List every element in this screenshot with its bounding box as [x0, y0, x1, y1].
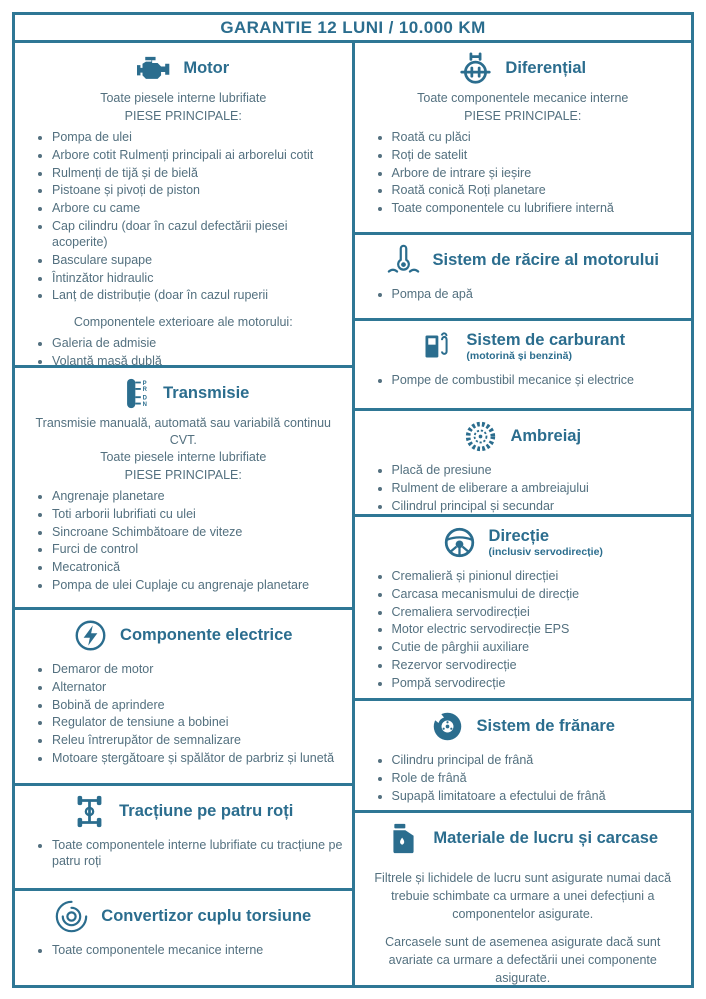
bullet-list [364, 129, 683, 216]
list-item: • Cutie de pârghii auxiliare [392, 639, 683, 655]
intro-line: PIESE PRINCIPALE: [464, 108, 582, 123]
lightning-icon [74, 619, 107, 652]
section-ambreiaj [352, 408, 695, 517]
list-item: • Roți de satelit [392, 147, 683, 163]
svg-text:N: N [142, 401, 148, 408]
list-item: • Pompa de apă [392, 286, 683, 302]
section-title: Sistem de frănare [476, 717, 615, 736]
section-motor [12, 40, 355, 368]
section-subtitle: (inclusiv servodirecție) [488, 546, 603, 559]
intro-line: Toate piesele interne lubrifiate [100, 91, 267, 105]
section-subtitle: (motorină și benzină) [466, 350, 573, 363]
bullet-list [24, 661, 343, 766]
gear-shifter-icon [117, 377, 150, 410]
bullet-list [364, 568, 683, 691]
section-title: Direcție [488, 526, 550, 545]
section-racire [352, 232, 695, 321]
section-title-group [510, 427, 581, 446]
list-item: • Arbore cotit Rulmenți principali ai arborelui cotit [52, 147, 343, 163]
section-title-group [183, 59, 229, 78]
svg-text:D: D [142, 395, 148, 402]
section-diferential [352, 40, 695, 235]
list-item: • Volantă masă dublă [52, 353, 343, 368]
list-item: • Sincroane Schimbătoare de viteze [52, 524, 343, 540]
sub-heading: Componentele exterioare ale motorului: [73, 314, 293, 329]
section-title-group [433, 251, 660, 270]
banner [12, 12, 694, 43]
bullet-list [24, 488, 343, 593]
list-item: • Rulmenți de tijă și de bielă [52, 165, 343, 181]
list-item: • Pistoane și pivoți de piston [52, 182, 343, 198]
intro-line: PIESE PRINCIPALE: [124, 108, 242, 123]
section-header [24, 786, 343, 832]
list-item: • Cremaliera servodirecției [392, 604, 683, 620]
section-title-group [119, 802, 293, 821]
section-title-group [505, 59, 586, 78]
section-header [364, 701, 683, 747]
section-carburant [352, 318, 695, 411]
list-item: • Galeria de admisie [52, 335, 343, 351]
list-item: • Roată conică Roți planetare [392, 182, 683, 198]
section-title: Materiale de lucru și carcase [433, 829, 659, 848]
bullet-list [364, 286, 683, 302]
list-item: • Regulator de tensiune a bobinei [52, 714, 343, 730]
section-title-group [163, 384, 249, 403]
list-item: • Cremalieră și pinionul direcției [392, 568, 683, 584]
section-title-group [489, 527, 603, 559]
steering-wheel-icon [443, 526, 476, 559]
bullet-list [24, 942, 343, 958]
svg-text:R: R [142, 387, 148, 394]
intro-line: Toate piesele interne lubrifiate [100, 450, 267, 464]
list-item: • Supapă limitatoare a efectului de frână [392, 788, 683, 804]
section-header [24, 891, 343, 937]
list-item: • Carcasa mecanismului de direcție [392, 586, 683, 602]
section-title: Diferențial [505, 59, 587, 78]
section-header [364, 235, 683, 281]
note-paragraph: Carcasele sunt de asemenea asigurate dacă sunt avariate ca urmare a defectării unei componente asigurate. [385, 935, 661, 985]
section-header [24, 368, 343, 414]
list-item: • Bobină de aprindere [52, 697, 343, 713]
torque-converter-icon [55, 900, 88, 933]
brake-disc-icon [431, 710, 464, 743]
list-item: • Basculare supape [52, 252, 343, 268]
clutch-icon [464, 420, 497, 453]
left-column [12, 40, 355, 988]
section-title-group [433, 829, 658, 848]
banner-title: GARANTIE 12 LUNI / 10.000 KM [220, 17, 486, 37]
section-title-group [120, 626, 292, 645]
list-item: • Roată cu plăci [392, 129, 683, 145]
section-header [24, 43, 343, 89]
list-item: • Întinzător hidraulic [52, 270, 343, 286]
list-item: • Mecatronică [52, 559, 343, 575]
list-item: • Cilindrul principal și secundar [392, 498, 683, 514]
list-item: • Arbore cu came [52, 200, 343, 216]
list-item: • Demaror de motor [52, 661, 343, 677]
list-item: • Pompa de ulei [52, 129, 343, 145]
awd-icon [73, 795, 106, 828]
section-convertizor [12, 888, 355, 988]
engine-icon [137, 52, 170, 85]
section-header [364, 517, 683, 563]
list-item: • Motor electric servodirecție EPS [392, 621, 683, 637]
list-item: • Alternator [52, 679, 343, 695]
section-directie [352, 514, 695, 701]
section-title-group [101, 907, 311, 926]
bullet-list [364, 372, 683, 388]
section-title: Transmisie [163, 384, 250, 403]
list-item: • Pompă servodirecție [392, 675, 683, 691]
list-item: • Toate componentele cu lubrifiere internă [392, 200, 683, 216]
bullet-list [24, 837, 343, 870]
list-item: • Pompa de ulei Cuplaje cu angrenaje planetare [52, 577, 343, 593]
list-item: • Cilindru principal de frână [392, 752, 683, 768]
list-item: • Role de frână [392, 770, 683, 786]
section-title: Sistem de răcire al motorului [432, 251, 659, 270]
section-materiale [352, 810, 695, 988]
section-header [364, 813, 683, 859]
thermometer-icon [387, 244, 420, 277]
list-item: • Placă de presiune [392, 462, 683, 478]
bullet-list [364, 462, 683, 514]
list-item: • Arbore de intrare și ieșire [392, 165, 683, 181]
list-item: • Motoare ștergătoare și spălător de parbriz și lunetă [52, 750, 343, 766]
list-item: • Rezervor servodirecție [392, 657, 683, 673]
columns [12, 40, 694, 988]
section-header [364, 43, 683, 89]
differential-icon [459, 52, 492, 85]
section-title: Ambreiaj [510, 427, 582, 446]
bullet-list [364, 752, 683, 804]
list-item: • Angrenaje planetare [52, 488, 343, 504]
oil-canister-icon [387, 822, 420, 855]
section-header [364, 411, 683, 457]
list-item: • Furci de control [52, 541, 343, 557]
list-item: • Toate componentele mecanice interne [52, 942, 343, 958]
bullet-list [24, 129, 343, 304]
intro-line: PIESE PRINCIPALE: [124, 467, 242, 482]
section-electrice [12, 607, 355, 786]
section-franare [352, 698, 695, 813]
section-title: Componente electrice [120, 626, 293, 645]
section-title: Convertizor cuplu torsiune [101, 907, 312, 926]
section-title-group [477, 717, 615, 736]
list-item: • Releu întrerupător de semnalizare [52, 732, 343, 748]
note-paragraph: Filtrele și lichidele de lucru sunt asigurate numai dacă trebuie schimbate ca urmare a unei defecțiuni a componentelor asigurate. [374, 871, 672, 921]
section-title: Sistem de carburant [466, 330, 626, 349]
intro-line: Toate componentele mecanice interne [417, 91, 629, 105]
list-item: • Cap cilindru (doar în cazul defectării piesei acoperite) [52, 218, 343, 251]
section-tractiune [12, 783, 355, 891]
list-item: • Pompe de combustibil mecanice și electrice [392, 372, 683, 388]
section-title-group [466, 331, 625, 363]
intro-line: Transmisie manuală, automată sau variabilă continuu CVT. [35, 416, 332, 447]
list-item: • Toti arborii lubrifiati cu ulei [52, 506, 343, 522]
list-item: • Rulment de eliberare a ambreiajului [392, 480, 683, 496]
section-header [364, 321, 683, 367]
bullet-list [24, 335, 343, 368]
svg-text:P: P [142, 380, 147, 387]
section-title: Tracțiune pe patru roți [119, 802, 294, 821]
section-transmisie [12, 365, 355, 610]
list-item: • Toate componentele interne lubrifiate cu tracțiune pe patru roți [52, 837, 343, 870]
right-column [352, 40, 695, 988]
section-title: Motor [183, 59, 230, 78]
section-header [24, 610, 343, 656]
fuel-pump-icon [420, 330, 453, 363]
list-item: • Lanț de distribuție (doar în cazul ruperii [52, 287, 343, 303]
